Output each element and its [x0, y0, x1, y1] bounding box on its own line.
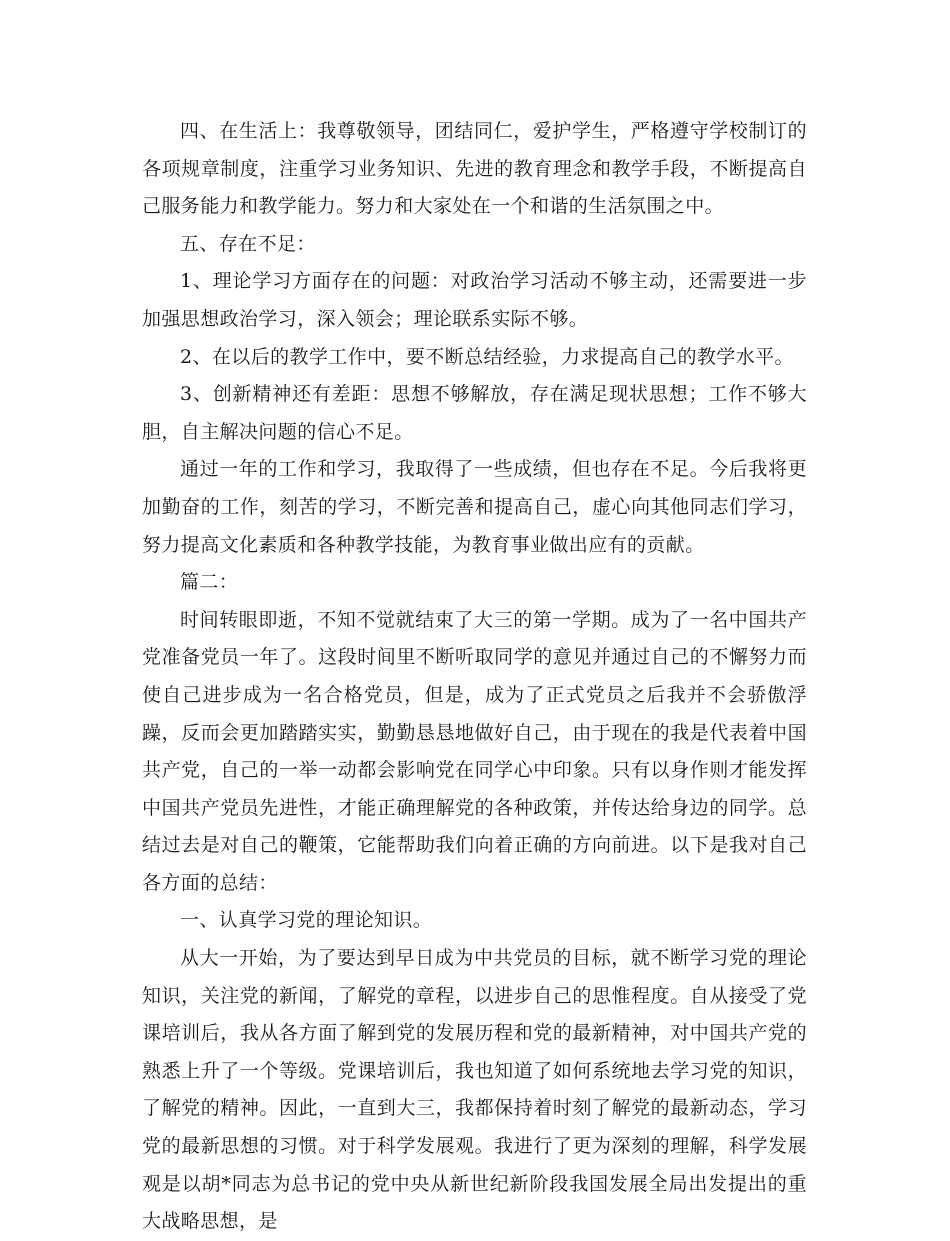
- paragraph-conclusion: 通过一年的工作和学习，我取得了一些成绩，但也存在不足。今后我将更加勤奋的工作，刻苦的学习，不断完善和提高自己，虚心向其他同志们学习，努力提高文化素质和各种教学技能，为教育事业做出应有的贡献。: [142, 458, 807, 556]
- paragraph-shortcoming-3: 3、创新精神还有差距：思想不够解放，存在满足现状思想；工作不够大胆，自主解决问题的信心不足。: [142, 383, 807, 443]
- heading-theory-study: 一、认真学习党的理论知识。: [180, 909, 433, 932]
- paragraph-shortcoming-1: 1、理论学习方面存在的问题：对政治学习活动不够主动，还需要进一步加强思想政治学习，深入领会；理论联系实际不够。: [142, 270, 807, 330]
- paragraph-life: 四、在生活上：我尊敬领导，团结同仁，爱护学生，严格遵守学校制订的各项规章制度，注重学习业务知识、先进的教育理念和教学手段，不断提高自己服务能力和教学能力。努力和大家处在一个和谐的生活氛围之中。: [142, 120, 807, 218]
- heading-shortcomings: 五、存在不足：: [180, 232, 316, 255]
- paragraph-theory-study: 从大一开始，为了要达到早日成为中共党员的目标，就不断学习党的理论知识，关注党的新闻，了解党的章程，以进步自己的思惟程度。自从接受了党课培训后，我从各方面了解到党的发展历程和党的最新精神，对中国共产党的熟悉上升了一个等级。党课培训后，我也知道了如何系统地去学习党的知识，了解党的精神。因此，一直到大三，我都保持着时刻了解党的最新动态，学习党的最新思想的习惯。对于科学发展观。我进行了更为深刻的理解，科学发展观是以胡*同志为总书记的党中央从新世纪新阶段我国发展全局出发提出的重大战略思想，是: [142, 947, 807, 1233]
- document-body: [142, 113, 807, 1241]
- paragraph-shortcoming-2: 2、在以后的教学工作中，要不断总结经验，力求提高自己的教学水平。: [180, 345, 794, 368]
- heading-part-two: 篇二：: [180, 571, 239, 594]
- paragraph-intro: 时间转眼即逝，不知不觉就结束了大三的第一学期。成为了一名中国共产党准备党员一年了。这段时间里不断听取同学的意见并通过自己的不懈努力而使自己进步成为一名合格党员，但是，成为了正式党员之后我并不会骄傲浮躁，反而会更加踏踏实实，勤勤恳恳地做好自己，由于现在的我是代表着中国共产党，自己的一举一动都会影响党在同学心中印象。只有以身作则才能发挥中国共产党员先进性，才能正确理解党的各种政策，并传达给身边的同学。总结过去是对自己的鞭策，它能帮助我们向着正确的方向前进。以下是我对自己各方面的总结：: [142, 608, 807, 894]
